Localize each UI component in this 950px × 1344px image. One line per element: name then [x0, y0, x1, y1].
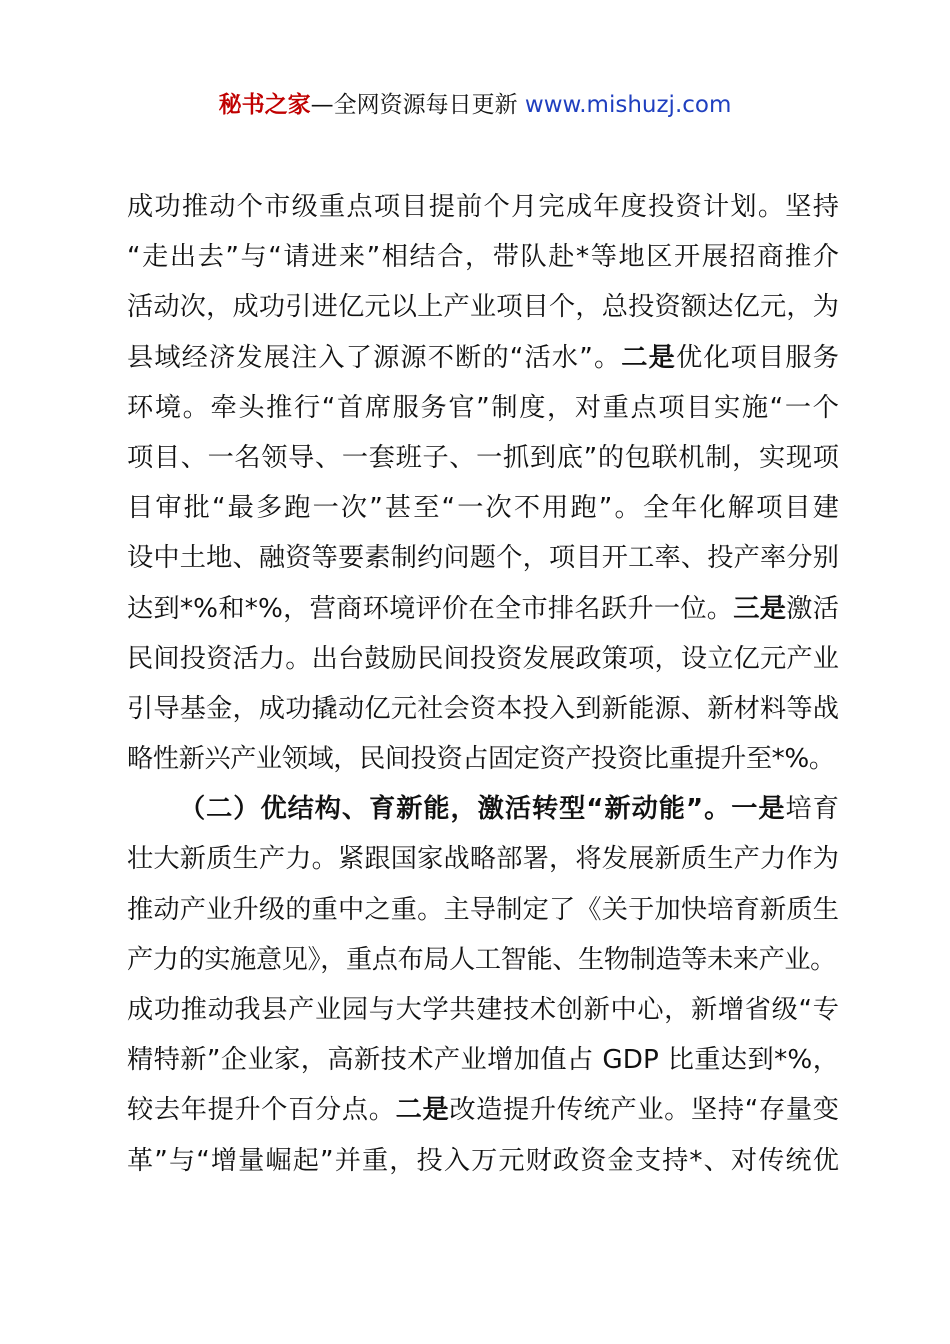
text-line: 略性新兴产业领域，民间投资占固定资产投资比重提升至*%。 — [127, 744, 835, 775]
text-line: 引导基金，成功撬动亿元社会资本投入到新能源、新材料等战 — [127, 693, 839, 724]
bold-keyword: 二是 — [621, 342, 676, 373]
text-run: 县域经济发展注入了源源不断的“活水”。 — [127, 342, 622, 373]
section-heading: （二）优结构、育新能，激活转型“新动能”。一是 — [179, 794, 786, 825]
text-line: 壮大新质生产力。紧跟国家战略部署，将发展新质生产力作为 — [127, 844, 839, 875]
text-run: 激活 — [786, 593, 840, 624]
text-line: “走出去”与“请进来”相结合，带队赴*等地区开展招商推介 — [127, 242, 839, 273]
text-line: 设中土地、融资等要素制约问题个，项目开工率、投产率分别 — [127, 543, 839, 574]
text-line: 推动产业升级的重中之重。主导制定了《关于加快培育新质生 — [127, 894, 839, 925]
text-run: 较去年提升个百分点。 — [127, 1095, 396, 1126]
header-tagline: —全网资源每日更新 — [310, 92, 525, 118]
bold-keyword: 三是 — [733, 593, 787, 624]
section-heading-line — [127, 784, 839, 834]
site-url[interactable]: www.mishuzj.com — [524, 92, 732, 118]
text-line: 项目、一名领导、一套班子、一抓到底”的包联机制，实现项 — [127, 442, 839, 473]
text-run: 优化项目服务 — [675, 342, 839, 373]
text-line: 环境。牵头推行“首席服务官”制度，对重点项目实施“一个 — [127, 392, 839, 423]
site-header — [0, 88, 950, 122]
text-line: 革”与“增量崛起”并重，投入万元财政资金支持*、对传统优 — [127, 1145, 839, 1176]
text-line: 民间投资活力。出台鼓励民间投资发展政策项，设立亿元产业 — [127, 643, 839, 674]
text-line: 产力的实施意见》，重点布局人工智能、生物制造等未来产业。 — [127, 944, 836, 975]
text-line: 精特新”企业家，高新技术产业增加值占 GDP 比重达到*%， — [127, 1045, 839, 1076]
body-text — [127, 182, 839, 1186]
text-line: 成功推动我县产业园与大学共建技术创新中心，新增省级“专 — [127, 995, 839, 1025]
bold-keyword: 二是 — [395, 1095, 450, 1126]
text-run: 培育 — [785, 794, 839, 825]
text-line: 活动次，成功引进亿元以上产业项目个，总投资额达亿元，为 — [127, 292, 839, 323]
text-line — [127, 333, 839, 383]
text-line — [127, 584, 839, 634]
text-run: 达到*%和*%，营商环境评价在全市排名跃升一位。 — [127, 593, 734, 624]
text-line: 目审批“最多跑一次”甚至“一次不用跑”。全年化解项目建 — [127, 493, 839, 524]
brand-name: 秘书之家 — [218, 92, 311, 118]
text-run: 改造提升传统产业。坚持“存量变 — [449, 1095, 839, 1126]
text-line: 成功推动个市级重点项目提前个月完成年度投资计划。坚持 — [127, 192, 839, 222]
text-line — [127, 1085, 839, 1135]
